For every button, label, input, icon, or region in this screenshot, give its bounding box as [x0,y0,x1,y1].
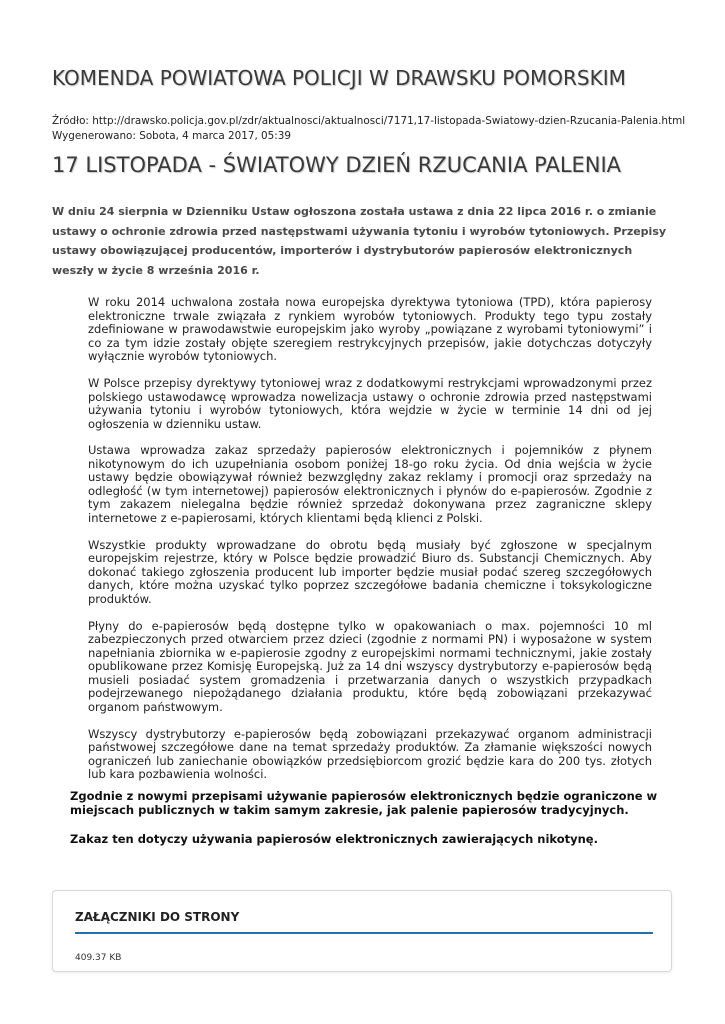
article-paragraph: Płyny do e-papierosów będą dostępne tylko w opakowaniach o max. pojemności 10 ml zabezpieczonych przed otwarciem przez dzieci (zgodnie z normami PN) i wyposażone w system napełniania zbiornika w e-papierosie zgodny z europejskimi normami technicznymi, jakie zostały opublikowane przez Komisję Europejską. Już za 14 dni wszyscy dystrybutorzy e-papierosów będą musieli posiadać system gromadzenia i przetwarzania danych o wszystkich przypadkach podejrzewanego niepożądanego działania produktu, które będą zobowiązani przekazywać organom państwowym. [88,618,652,714]
article-paragraph: Wszyscy dystrybutorzy e-papierosów będą zobowiązani przekazywać organom administracji państwowej szczegółowe dane na temat sprzedaży produktów. Za złamanie większości nowych ograniczeń lub zaniechanie obowiązków przedsiębiorcom grozić będzie kara do 200 tys. złotych lub kara pozbawienia wolności. [88,726,652,782]
attachments-title: ZAŁĄCZNIKI DO STRONY [75,910,240,924]
article-lead: W dniu 24 sierpnia w Dzienniku Ustaw ogłoszona została ustawa z dnia 22 lipca 2016 r. o zmianie ustawy o ochronie zdrowia przed następstwami używania tytoniu i wyrobów tytoniowych. Przepisy ustawy obowiązującej producentów, importerów i dystrybutorów papierosów elektronicznych weszły w życie 8 września 2016 r. [52,205,667,277]
article-title: 17 LISTOPADA - ŚWIATOWY DZIEŃ RZUCANIA PALENIA [52,153,622,177]
closing-note: Zakaz ten dotyczy używania papierosów elektronicznych zawierających nikotynę. [70,832,598,846]
attachments-divider [75,932,653,934]
closing-statement: Zgodnie z nowymi przepisami używanie papierosów elektronicznych będzie ograniczone w miejscach publicznych w takim samym zakresie, jak palenie papierosów tradycyjnych. [70,789,658,817]
article-body [88,296,652,795]
article-paragraph: Wszystkie produkty wprowadzane do obrotu będą musiały być zgłoszone w specjalnym europejskim rejestrze, który w Polsce będzie prowadzić Biuro ds. Substancji Chemicznych. Aby dokonać takiego zgłoszenia producent lub importer będzie musiał podać szereg szczegółowych danych, które można uzyskać tylko poprzez szczegółowe badania chemiczne i toksykologiczne produktów. [88,537,652,606]
article-paragraph: Ustawa wprowadza zakaz sprzedaży papierosów elektronicznych i pojemników z płynem nikotynowym do ich uzupełniania osobom poniżej 18-go roku życia. Od dnia wejścia w życie ustawy będzie obowiązywał również bezwzględny zakaz reklamy i promocji oraz sprzedaży na odległość (w tym internetowej) papierosów elektronicznych i płynów do e-papierosów. Zgodnie z tym zakazem nielegalna będzie również sprzedaż dokonywana przez zagraniczne sklepy internetowe z e-papierosami, których klientami będą klienci z Polski. [88,443,652,525]
generated-date: Wygenerowano: Sobota, 4 marca 2017, 05:39 [52,130,291,142]
article-paragraph: W roku 2014 uchwalona została nowa europejska dyrektywa tytoniowa (TPD), która papierosy elektroniczne trwale związała z rynkiem wyrobów tytoniowych. Produkty tego typu zostały zdefiniowane w prawodawstwie europejskim jako wyroby „powiązane z wyrobami tytoniowymi” i co za tym idzie zostały objęte szeregiem restrykcyjnych przepisów, jakie dotychczas dotyczyły wyłącznie wyrobów tytoniowych. [88,295,652,363]
attachment-file-size[interactable]: 409.37 KB [75,953,122,963]
attachments-panel [52,890,672,972]
source-url: Źródło: http://drawsko.policja.gov.pl/zdr/aktualnosci/aktualnosci/7171,17-listopada-Swiatowy-dzien-Rzucania-Palenia.html [52,115,686,127]
site-title: KOMENDA POWIATOWA POLICJI W DRAWSKU POMORSKIM [52,66,626,90]
article-paragraph: W Polsce przepisy dyrektywy tytoniowej wraz z dodatkowymi restrykcjami wprowadzonymi przez polskiego ustawodawcę wprowadza nowelizacja ustawy o ochronie zdrowia przed następstwami używania tytoniu i wyrobów tytoniowych, która wejdzie w życie w terminie 14 dni od jej ogłoszenia w dzienniku ustaw. [88,376,652,431]
document-meta [52,114,692,144]
